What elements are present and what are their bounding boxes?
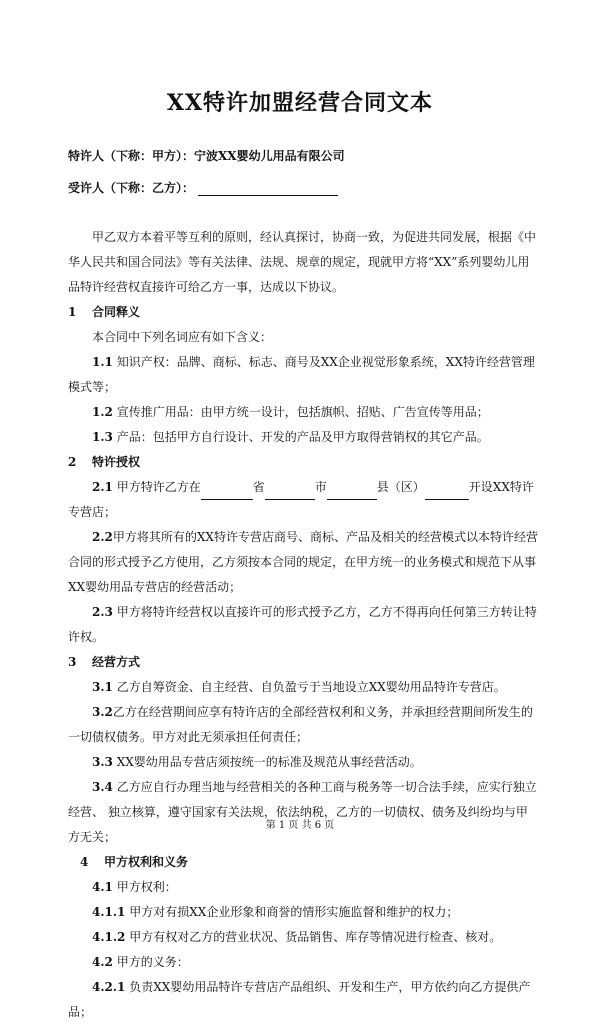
clause-2-2: 2.2甲方将其所有的XX特许专营店商号、商标、产品及相关的经营模式以本特许经营合同的形式授予乙方使用，乙方须按本合同的规定，在甲方统一的业务模式和规范下从事XX婴幼用品专营店的经营活动； <box>68 530 538 594</box>
page-number-footer: 第 1 页 共 6 页 <box>265 820 335 831</box>
city-blank <box>265 487 315 500</box>
clause-2-3: 2.3 甲方将特许经营权以直接许可的形式授予乙方，乙方不得再向任何第三方转让特许权。 <box>68 605 537 644</box>
clause-3-2: 3.2乙方在经营期间应享有特许店的全部经营权利和义务，并承担经营期间所发生的一切债权债务。甲方对此无须承担任何责任； <box>68 705 533 744</box>
party-b-line <box>68 179 338 196</box>
party-b-blank <box>198 183 338 196</box>
clause-3-1: 3.1 乙方自筹资金、自主经营、自负盈亏于当地设立XX婴幼用品特许专营店。 <box>92 680 506 694</box>
section-1-heading: 1 合同释义 <box>68 305 141 319</box>
party-a-text: 特许人（下称：甲方）：宁波XX婴幼儿用品有限公司 <box>68 149 345 163</box>
clause-4-1: 4.1 甲方权利： <box>92 880 177 894</box>
clause-1-3: 1.3 产品：包括甲方自行设计、开发的产品及甲方取得营销权的其它产品。 <box>92 430 489 444</box>
contract-body <box>68 225 538 1025</box>
clause-3-3: 3.3 XX婴幼用品专营店须按统一的标准及规范从事经营活动。 <box>92 755 422 769</box>
clause-1-2: 1.2 宣传推广用品：由甲方统一设计，包括旗帜、招贴、广告宣传等用品； <box>92 405 489 419</box>
county-blank <box>327 487 377 500</box>
section-1-lead: 本合同中下列名词应有如下含义： <box>92 330 273 344</box>
section-4-heading: 4 甲方权利和义务 <box>80 855 189 869</box>
province-blank <box>201 487 253 500</box>
clause-4-2: 4.2 甲方的义务： <box>92 955 189 969</box>
document-title: XX特许加盟经营合同文本 <box>166 90 434 116</box>
clause-4-1-1: 4.1.1 甲方对有损XX企业形象和商誉的情形实施监督和维护的权力； <box>92 905 459 919</box>
clause-4-1-2: 4.1.2 甲方有权对乙方的营业状况、货品销售、库存等情况进行检查、核对。 <box>92 930 502 944</box>
party-a-line <box>68 147 345 164</box>
section-2-heading: 2 特许授权 <box>68 455 141 469</box>
clause-2-1: 2.1 甲方特许乙方在 省 市 县（区） 开设XX特许专营店； <box>68 480 534 519</box>
location-blank <box>425 487 469 500</box>
clause-3-4: 3.4 乙方应自行办理当地与经营相关的各种工商与税务等一切合法手续，应实行独立经营、 独立核算，遵守国家有关法规，依法纳税，乙方的一切债权、债务及纠纷均与甲方无关； <box>68 780 537 844</box>
section-3-heading: 3 经营方式 <box>68 655 141 669</box>
clause-1-1: 1.1 知识产权：品牌、商标、标志、商号及XX企业视觉形象系统，XX特许经营管理模式等； <box>68 355 535 394</box>
party-b-text: 受许人（下称：乙方）： <box>68 181 195 195</box>
clause-4-2-1: 4.2.1 负责XX婴幼用品特许专营店产品组织、开发和生产，甲方依约向乙方提供产品； <box>68 980 531 1019</box>
intro-paragraph: 甲乙双方本着平等互利的原则，经认真探讨，协商一致，为促进共同发展，根据《中华人民共和国合同法》等有关法律、法规、规章的规定，现就甲方将“XX”系列婴幼儿用品特许经营权直接许可给乙方一事，达成以下协议。 <box>68 230 537 294</box>
